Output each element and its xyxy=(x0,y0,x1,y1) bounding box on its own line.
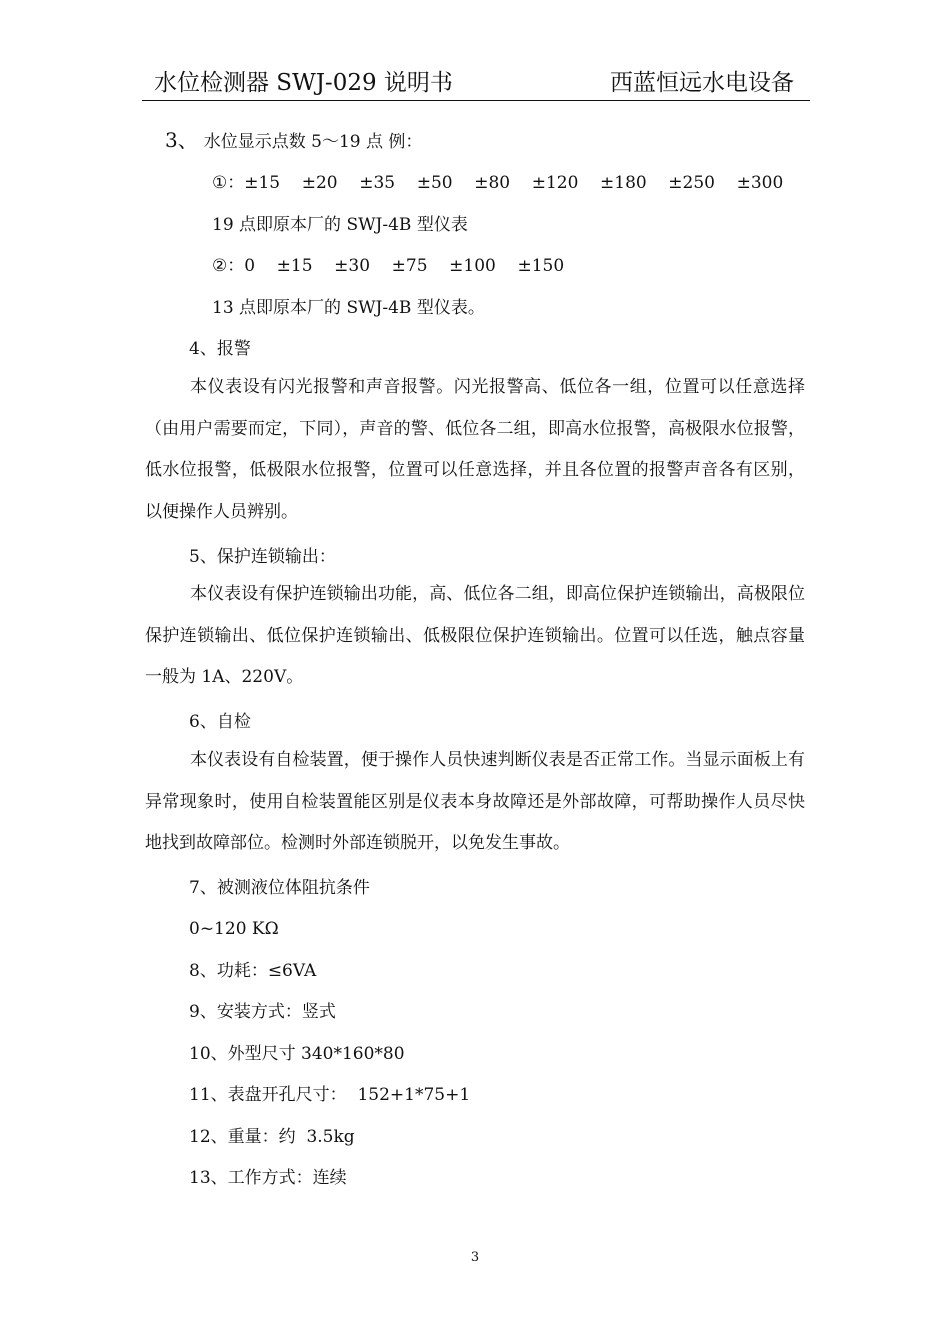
section-3-number: 3、 xyxy=(165,128,198,152)
spec-work-mode: 13、工作方式：连续 xyxy=(189,1168,347,1188)
example-2-values: ②：0 ±15 ±30 ±75 ±100 ±150 xyxy=(212,256,565,276)
spec-cutout: 11、表盘开孔尺寸： 152+1*75+1 xyxy=(189,1085,471,1105)
section-5-body: 本仪表设有保护连锁输出功能，高、低位各二组，即高位保护连锁输出，高极限位保护连锁输出、低位保护连锁输出、低极限位保护连锁输出。位置可以任选，触点容量一般为 1A、220V。 xyxy=(145,584,805,687)
example-2-note: 13 点即原本厂的 SWJ-4B 型仪表。 xyxy=(212,298,485,318)
section-3-heading xyxy=(165,128,422,154)
section-7-title: 7、被测液位体阻抗条件 xyxy=(189,878,370,898)
page-header xyxy=(142,60,810,101)
section-3-text: 水位显示点数 5～19 点 例： xyxy=(203,132,423,152)
spec-mounting: 9、安装方式：竖式 xyxy=(189,1002,336,1022)
section-4-title: 4、报警 xyxy=(189,339,251,359)
page-number: 3 xyxy=(470,1250,480,1265)
impedance-value: 0~120 KΩ xyxy=(189,919,279,939)
section-4-body: 本仪表设有闪光报警和声音报警。闪光报警高、低位各一组，位置可以任意选择（由用户需要而定，下同），声音的警、低位各二组，即高水位报警，高极限水位报警，低水位报警，低极限水位报警，位置可以任意选择，并且各位置的报警声音各有区别，以便操作人员辨别。 xyxy=(145,377,805,522)
document-title: 水位检测器 SWJ-029 说明书 xyxy=(154,70,453,96)
spec-power: 8、功耗：≤6VA xyxy=(189,961,317,981)
example-1-note: 19 点即原本厂的 SWJ-4B 型仪表 xyxy=(212,215,468,235)
spec-dimensions: 10、外型尺寸 340*160*80 xyxy=(189,1044,405,1064)
spec-weight: 12、重量：约 3.5kg xyxy=(189,1127,355,1147)
section-5-title: 5、保护连锁输出： xyxy=(189,547,336,567)
section-6-body: 本仪表设有自检装置，便于操作人员快速判断仪表是否正常工作。当显示面板上有异常现象时，使用自检装置能区别是仪表本身故障还是外部故障，可帮助操作人员尽快地找到故障部位。检测时外部连锁脱开，以免发生事故。 xyxy=(145,750,805,853)
section-6-title: 6、自检 xyxy=(189,712,251,732)
company-name: 西蓝恒远水电设备 xyxy=(610,70,794,96)
example-1-values: ①：±15 ±20 ±35 ±50 ±80 ±120 ±180 ±250 ±300 xyxy=(212,173,784,193)
